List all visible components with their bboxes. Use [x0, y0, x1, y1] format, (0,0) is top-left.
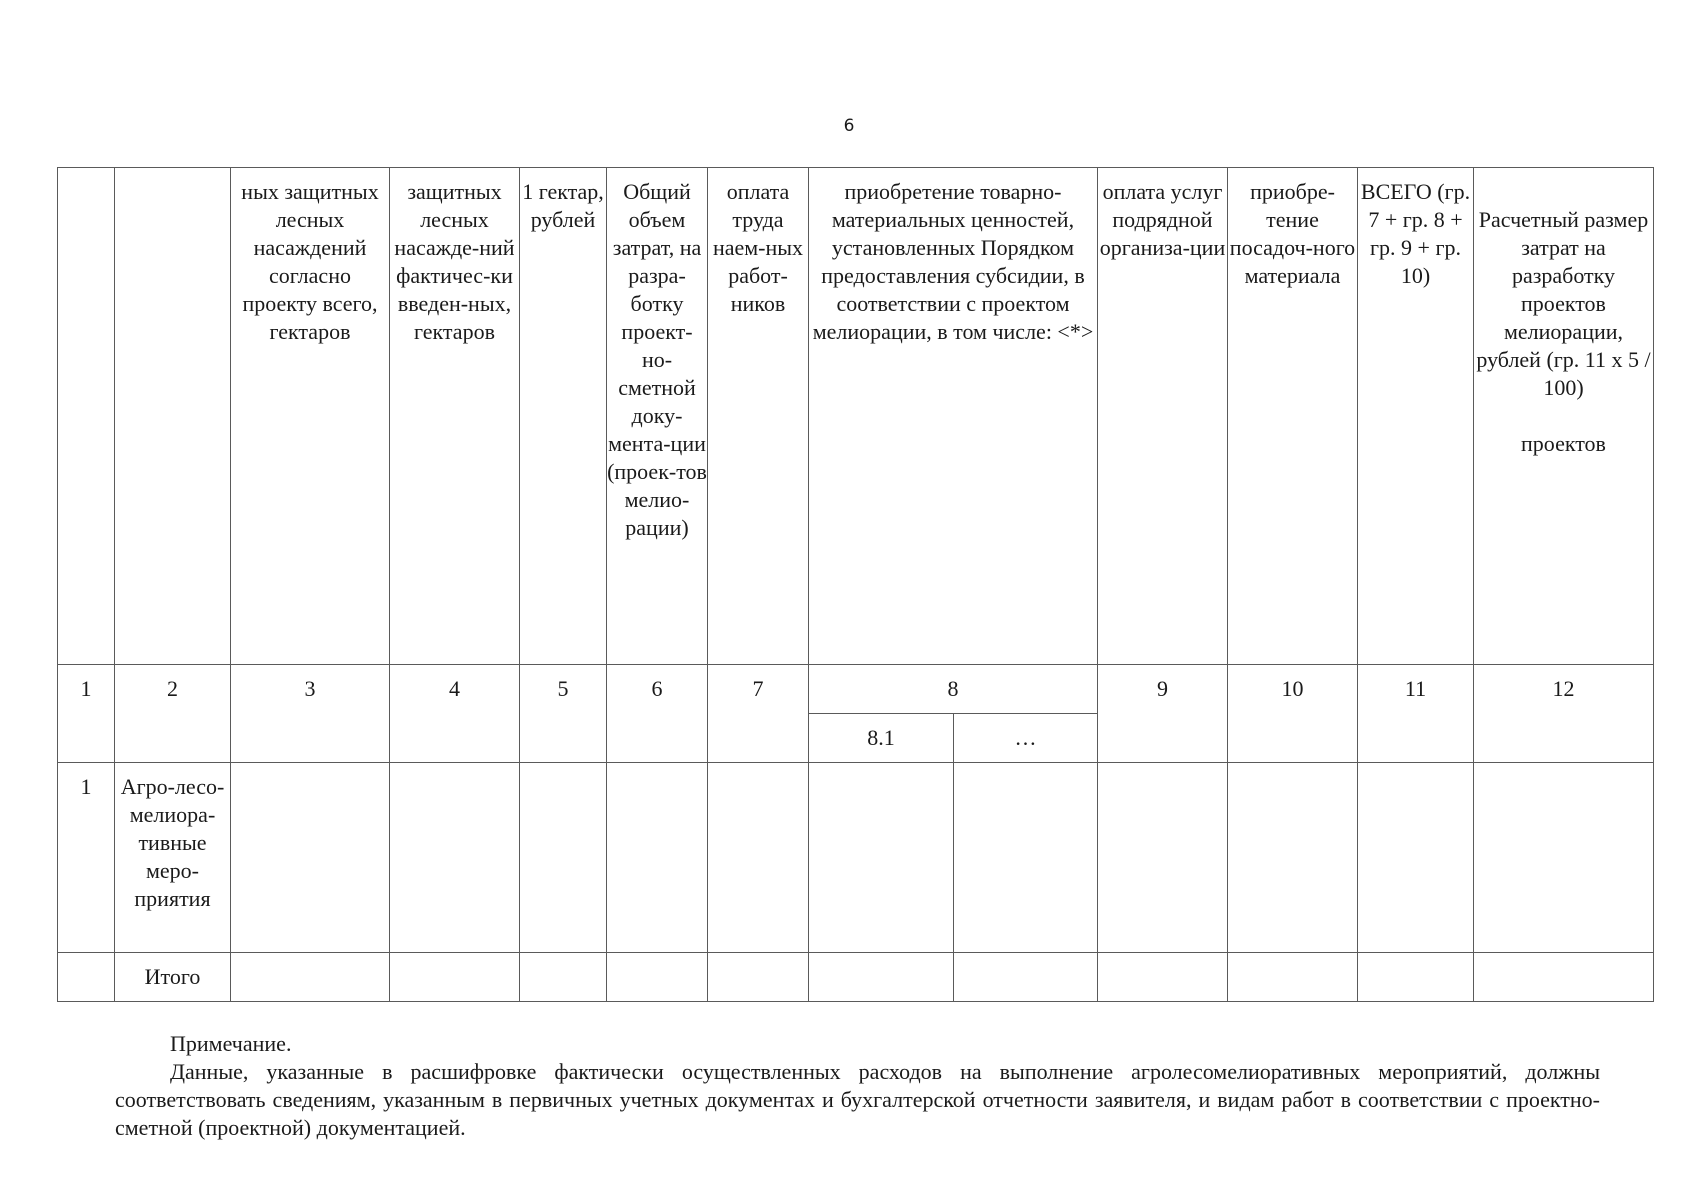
table-cell	[390, 763, 520, 953]
note-text: Данные, указанные в расшифровке фактически осуществленных расходов на выполнение агролесомелиоративных мероприятий, должны соответствовать сведениям, указанным в первичных учетных документах и бухгалтерской отчетности заявителя, и видам работ в соответствии с проектно-сметной (проектной) документацией.	[115, 1059, 1600, 1140]
row-name: Агро-лесо-мелиора-тивные меро-приятия	[115, 763, 231, 953]
header-col-9: оплата услуг подрядной организа-ции	[1098, 168, 1228, 665]
column-numbers-row	[58, 665, 1654, 714]
column-number-11: 11	[1358, 665, 1474, 763]
table-cell	[954, 953, 1098, 1002]
table-cell	[1474, 953, 1654, 1002]
column-number-10: 10	[1228, 665, 1358, 763]
column-number-12: 12	[1474, 665, 1654, 763]
table-row	[58, 763, 1654, 953]
header-col-8: приобретение товарно-материальных ценностей, установленных Порядком предоставления субсидии, в соответствии с проектом мелиорации, в том числе: <*>	[809, 168, 1098, 665]
header-col-12-main: Расчетный размер затрат на разработку проектов мелиорации, рублей (гр. 11 x 5 / 100)	[1476, 207, 1651, 400]
table-cell	[520, 953, 607, 1002]
table-cell	[390, 953, 520, 1002]
header-col-5: 1 гектар, рублей	[520, 168, 607, 665]
table-cell	[1228, 953, 1358, 1002]
page-number: 6	[843, 116, 855, 136]
table-cell	[1228, 763, 1358, 953]
table-cell	[809, 763, 954, 953]
column-number-2: 2	[115, 665, 231, 763]
column-number-6: 6	[607, 665, 708, 763]
column-number-8: 8	[809, 665, 1098, 714]
table-cell	[520, 763, 607, 953]
note-section	[115, 1030, 1600, 1142]
header-col-1	[58, 168, 115, 665]
table-cell	[607, 953, 708, 1002]
total-row	[58, 953, 1654, 1002]
header-col-4: защитных лесных насажде-ний фактичес-ки введен-ных, гектаров	[390, 168, 520, 665]
table-cell	[708, 953, 809, 1002]
table-cell	[1098, 763, 1228, 953]
header-col-3: ных защитных лесных насаждений согласно проекту всего, гектаров	[231, 168, 390, 665]
column-number-1: 1	[58, 665, 115, 763]
table-cell	[607, 763, 708, 953]
table-cell	[708, 763, 809, 953]
table-cell	[231, 763, 390, 953]
table-cell	[1358, 763, 1474, 953]
header-col-7: оплата труда наем-ных работ-ников	[708, 168, 809, 665]
table-cell	[231, 953, 390, 1002]
total-label: Итого	[115, 953, 231, 1002]
expense-table	[57, 167, 1654, 1002]
header-col-6: Общий объем затрат, на разра-ботку проект-но-сметной доку-мента-ции (проек-тов мелио-рации)	[607, 168, 708, 665]
table-header-row	[58, 168, 1654, 665]
table-cell	[809, 953, 954, 1002]
column-number-7: 7	[708, 665, 809, 763]
column-number-8-1: 8.1	[809, 714, 954, 763]
column-number-9: 9	[1098, 665, 1228, 763]
column-number-5: 5	[520, 665, 607, 763]
header-col-2	[115, 168, 231, 665]
column-number-8-more: …	[954, 714, 1098, 763]
column-number-3: 3	[231, 665, 390, 763]
header-col-11: ВСЕГО (гр. 7 + гр. 8 + гр. 9 + гр. 10)	[1358, 168, 1474, 665]
note-title: Примечание.	[170, 1031, 292, 1056]
table-cell	[1098, 953, 1228, 1002]
header-col-12	[1474, 168, 1654, 665]
table-cell	[58, 953, 115, 1002]
row-number: 1	[58, 763, 115, 953]
table-cell	[954, 763, 1098, 953]
table-cell	[1474, 763, 1654, 953]
header-col-12-sub: проектов	[1521, 431, 1606, 456]
header-col-10: приобре-тение посадоч-ного материала	[1228, 168, 1358, 665]
column-number-4: 4	[390, 665, 520, 763]
table-cell	[1358, 953, 1474, 1002]
